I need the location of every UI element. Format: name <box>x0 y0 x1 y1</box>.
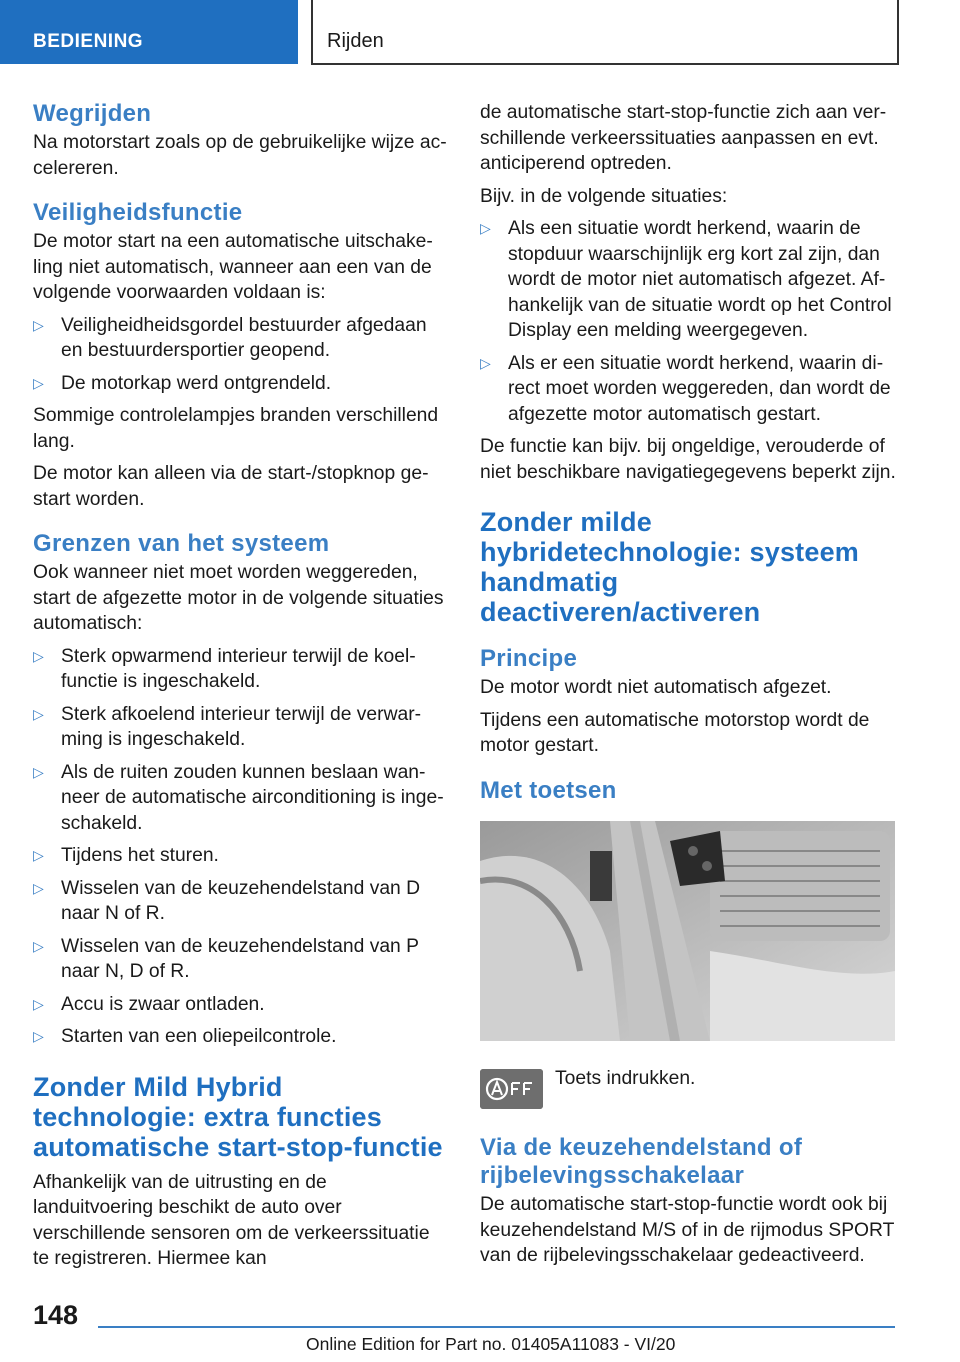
auto-start-stop-off-icon <box>480 1069 543 1109</box>
list-item: ▷ Sterk opwarmend interieur terwijl de koelfunctie is ingeschakeld. <box>33 645 416 692</box>
section-tab <box>0 0 298 64</box>
triangle-bullet-icon: ▷ <box>33 763 44 780</box>
paragraph: Na motorstart zoals op de gebruikelijke wijze accelereren. <box>33 132 447 179</box>
heading-wegrijden: Wegrijden <box>33 100 152 127</box>
paragraph: De motor kan alleen via de start-/stopknop gestart worden. <box>33 463 429 510</box>
heading-veiligheidsfunctie: Veiligheidsfunctie <box>33 199 243 226</box>
paragraph: Bijv. in de volgende situaties: <box>480 185 728 207</box>
dashboard-photo <box>480 821 895 1041</box>
heading-zonder-milde-hybride: Zonder milde hybridetechnologie: systeem handmatig deactiveren/activeren <box>480 507 859 627</box>
right-column <box>480 100 898 1276</box>
triangle-bullet-icon: ▷ <box>33 374 44 391</box>
heading-zonder-mild-hybrid: Zonder Mild Hybrid technologie: extra functies automatische start-stop-functie <box>33 1071 443 1162</box>
triangle-bullet-icon: ▷ <box>33 647 44 664</box>
list-item: ▷ Veiligheidheidsgordel bestuurder afgedaan en bestuurdersportier geopend. <box>33 314 427 361</box>
paragraph: De motor start na een automatische uitschakeling niet automatisch, wanneer aan een van de volgende voorwaarden voldaan is: <box>33 231 433 303</box>
button-instruction <box>480 1066 898 1112</box>
list-item: ▷ Sterk afkoelend interieur terwijl de verwarming is ingeschakeld. <box>33 703 422 750</box>
list-item: ▷ Wisselen van de keuzehendelstand van D naar N of R. <box>33 877 421 924</box>
left-column <box>33 100 449 1279</box>
paragraph: de automatische start-stop-functie zich aan verschillende verkeerssituaties aanpassen en evt. anticiperend optreden. <box>480 102 887 174</box>
bullet-list <box>33 313 449 397</box>
list-item: ▷ Als de ruiten zouden kunnen beslaan wanneer de automatische airconditioning is ingeschakeld. <box>33 761 444 834</box>
triangle-bullet-icon: ▷ <box>33 705 44 722</box>
list-item: ▷ Als een situatie wordt herkend, waarin de stopduur waarschijnlijk erg kort zal zijn, dan wordt de motor niet automatisch afgezet. Afhankelijk van de situatie wordt op het Control Display een melding weergegeven. <box>480 218 892 341</box>
list-item: ▷ Accu is zwaar ontladen. <box>33 992 449 1018</box>
triangle-bullet-icon: ▷ <box>33 995 44 1012</box>
triangle-bullet-icon: ▷ <box>480 354 491 371</box>
triangle-bullet-icon: ▷ <box>33 847 44 863</box>
heading-via-keuzehendelstand: Via de keuzehendelstand of rijbelevingsschakelaar <box>480 1134 803 1189</box>
paragraph: Sommige controlelampjes branden verschillend lang. <box>33 405 439 452</box>
list-item: ▷ Als er een situatie wordt herkend, waarin direct moet worden weggereden, dan wordt de afgezette motor automatisch gestart. <box>480 352 891 425</box>
triangle-bullet-icon: ▷ <box>480 220 491 236</box>
triangle-bullet-icon: ▷ <box>33 937 44 954</box>
heading-grenzen: Grenzen van het systeem <box>33 530 330 557</box>
paragraph: Ook wanneer niet moet worden weggereden, start de afgezette motor in de volgende situaties automatisch: <box>33 562 444 634</box>
paragraph: De automatische start-stop-functie wordt ook bij keuzehendelstand M/S of in de rijmodus SPORT van de rijbelevingsschakelaar gedeactiveerd. <box>480 1194 895 1266</box>
section-label: BEDIENING <box>33 31 144 52</box>
triangle-bullet-icon: ▷ <box>33 1028 44 1044</box>
page-number: 148 <box>33 1300 79 1330</box>
list-item: ▷ Starten van een oliepeilcontrole. <box>33 1024 449 1050</box>
heading-met-toetsen: Met toetsen <box>480 776 617 804</box>
bullet-list <box>33 644 449 1050</box>
triangle-bullet-icon: ▷ <box>33 879 44 896</box>
bullet-list <box>480 216 898 427</box>
paragraph: Afhankelijk van de uitrusting en de landuitvoering beschikt de auto over verschillende sensoren om de verkeerssituatie te registreren. Hiermee kan <box>33 1171 430 1269</box>
button-instruction-label: Toets indrukken. <box>555 1068 696 1089</box>
paragraph: De motor wordt niet automatisch afgezet. <box>480 677 832 698</box>
triangle-bullet-icon: ▷ <box>33 316 44 333</box>
paragraph: Tijdens een automatische motorstop wordt de motor gestart. <box>480 709 870 756</box>
list-item: ▷ Tijdens het sturen. <box>33 843 449 869</box>
chapter-header <box>311 0 899 65</box>
paragraph: De functie kan bijv. bij ongeldige, verouderde of niet beschikbare navigatiegegevens beperkt zijn. <box>480 436 896 483</box>
chapter-label: Rijden <box>327 30 384 52</box>
list-item: ▷ De motorkap werd ontgrendeld. <box>33 371 449 397</box>
footer-edition: Online Edition for Part no. 01405A11083 - VI/20 <box>306 1334 676 1354</box>
heading-principe: Principe <box>480 645 578 672</box>
list-item: ▷ Wisselen van de keuzehendelstand van P naar N, D of R. <box>33 935 419 982</box>
footer-divider <box>98 1326 895 1328</box>
